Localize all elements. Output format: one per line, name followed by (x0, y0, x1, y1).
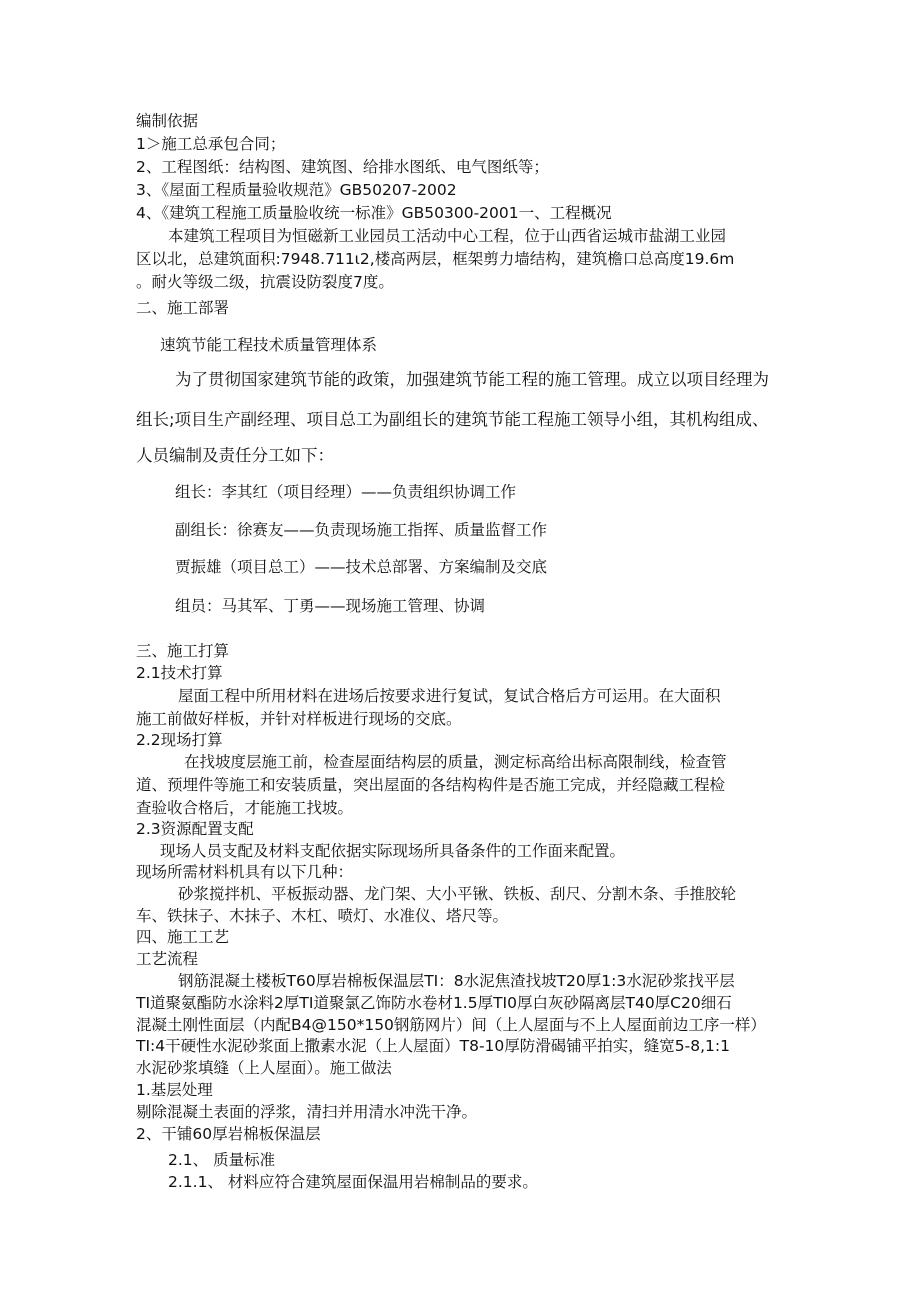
doc-line: 2、干铺60厚岩棉板保温层 (136, 1125, 321, 1143)
doc-line: 砂浆搅拌机、平板振动器、龙门架、大小平锹、铁板、刮尺、分割木条、手推胶轮 (178, 885, 737, 903)
doc-line: 编制依据 (136, 112, 199, 130)
doc-line: 4、《建筑工程施工质量脸收统一标准》GB50300-2001一、工程概况 (136, 204, 612, 222)
doc-line: 二、施工部署 (136, 299, 230, 317)
doc-line: 水泥砂浆填缝（上人屋面）。施工做法 (136, 1059, 392, 1077)
doc-line: 速筑节能工程技术质量管理体系 (160, 336, 378, 354)
doc-line: 工艺流程 (136, 950, 199, 968)
doc-line: 2.1、 质量标准 (168, 1151, 276, 1169)
doc-line: 2、工程图纸：结构图、建筑图、给排水图纸、电气图纸等； (136, 158, 549, 176)
doc-line: 人员编制及责任分工如下： (136, 446, 334, 465)
doc-line: 副组长：徐赛友——负责现场施工指挥、质量监督工作 (175, 521, 548, 539)
doc-line: 屋面工程中所用材料在进场后按要求进行复试，复试合格后方可运用。在大面积 (178, 687, 721, 705)
doc-line: 现场人员支配及材料支配依据实际现场所具备条件的工作面来配置。 (160, 842, 626, 860)
doc-line: 2.2现场打算 (136, 731, 223, 749)
doc-line: 1＞施工总承包合同； (136, 135, 286, 153)
doc-line: 3、《屋面工程质量验收规范》GB50207-2002 (136, 181, 457, 199)
doc-line: TI:4干硬性水泥砂浆面上撒素水泥（上人屋面）T8-10厚防滑碣铺平拍实，缝宽5-8,1:1 (136, 1037, 730, 1055)
doc-line: 在找坡度层施工前，检查屋面结构层的质量，测定标高给出标高限制线，检查管 (184, 753, 727, 771)
doc-line: 1.基层处理 (136, 1081, 213, 1099)
doc-line: 组长;项目生产副经理、项目总工为副组长的建筑节能工程施工领导小组，其机构组成、 (136, 410, 769, 429)
doc-line: 道、预埋件等施工和安装质量，突出屋面的各结构构件是否施工完成，并经隐藏工程检 (136, 776, 726, 794)
doc-line: 2.3资源配置支配 (136, 820, 254, 838)
doc-line: 钢筋混凝土楼板T60厚岩棉板保温层TI：8水泥焦渣找坡T20厚1:3水泥砂浆找平层 (178, 972, 735, 990)
doc-line: 四、施工工艺 (136, 928, 230, 946)
doc-line: 。耐火等级二级，抗震设防裂度7度。 (136, 273, 394, 291)
doc-line: 为了贯彻国家建筑节能的政策，加强建筑节能工程的施工管理。成立以项目经理为 (175, 370, 769, 389)
doc-line: 区以北，总建筑面积:7948.711ι2,楼高两层，框架剪力墙结构，建筑檐口总高度19.6m (136, 250, 735, 268)
doc-line: 现场所需材料机具有以下几种： (136, 863, 354, 881)
doc-line: 混凝土刚性面层（内配B4@150*150钢筋网片）间（上人屋面与不上人屋面前边工序一样） (136, 1016, 766, 1034)
doc-line: 本建筑工程项目为恒磁新工业园员工活动中心工程，位于山西省运城市盐湖工业园 (168, 227, 727, 245)
doc-line: 贾振雄（项目总工）——技术总部署、方案编制及交底 (175, 558, 548, 576)
doc-line: 三、施工打算 (136, 642, 230, 660)
doc-line: 施工前做好样板，并针对样板进行现场的交底。 (136, 710, 462, 728)
doc-line: 2.1.1、 材料应符合建筑屋面保温用岩棉制品的要求。 (168, 1173, 538, 1191)
doc-line: 2.1技术打算 (136, 664, 223, 682)
doc-line: 剔除混凝土表面的浮浆，清扫并用清水冲洗干净。 (136, 1103, 478, 1121)
doc-line: TI道聚氨酯防水涂料2厚TI道聚氯乙饰防水卷材1.5厚TI0厚白灰砂隔离层T40厚C20细石 (136, 994, 732, 1012)
doc-line: 组长：李其红（项目经理）——负责组织协调工作 (175, 483, 517, 501)
doc-line: 组员：马其军、丁勇——现场施工管理、协调 (175, 597, 486, 615)
doc-line: 车、铁抹子、木抹子、木杠、喷灯、水准仪、塔尺等。 (136, 907, 509, 925)
doc-line: 查验收合格后，才能施工找坡。 (136, 799, 354, 817)
